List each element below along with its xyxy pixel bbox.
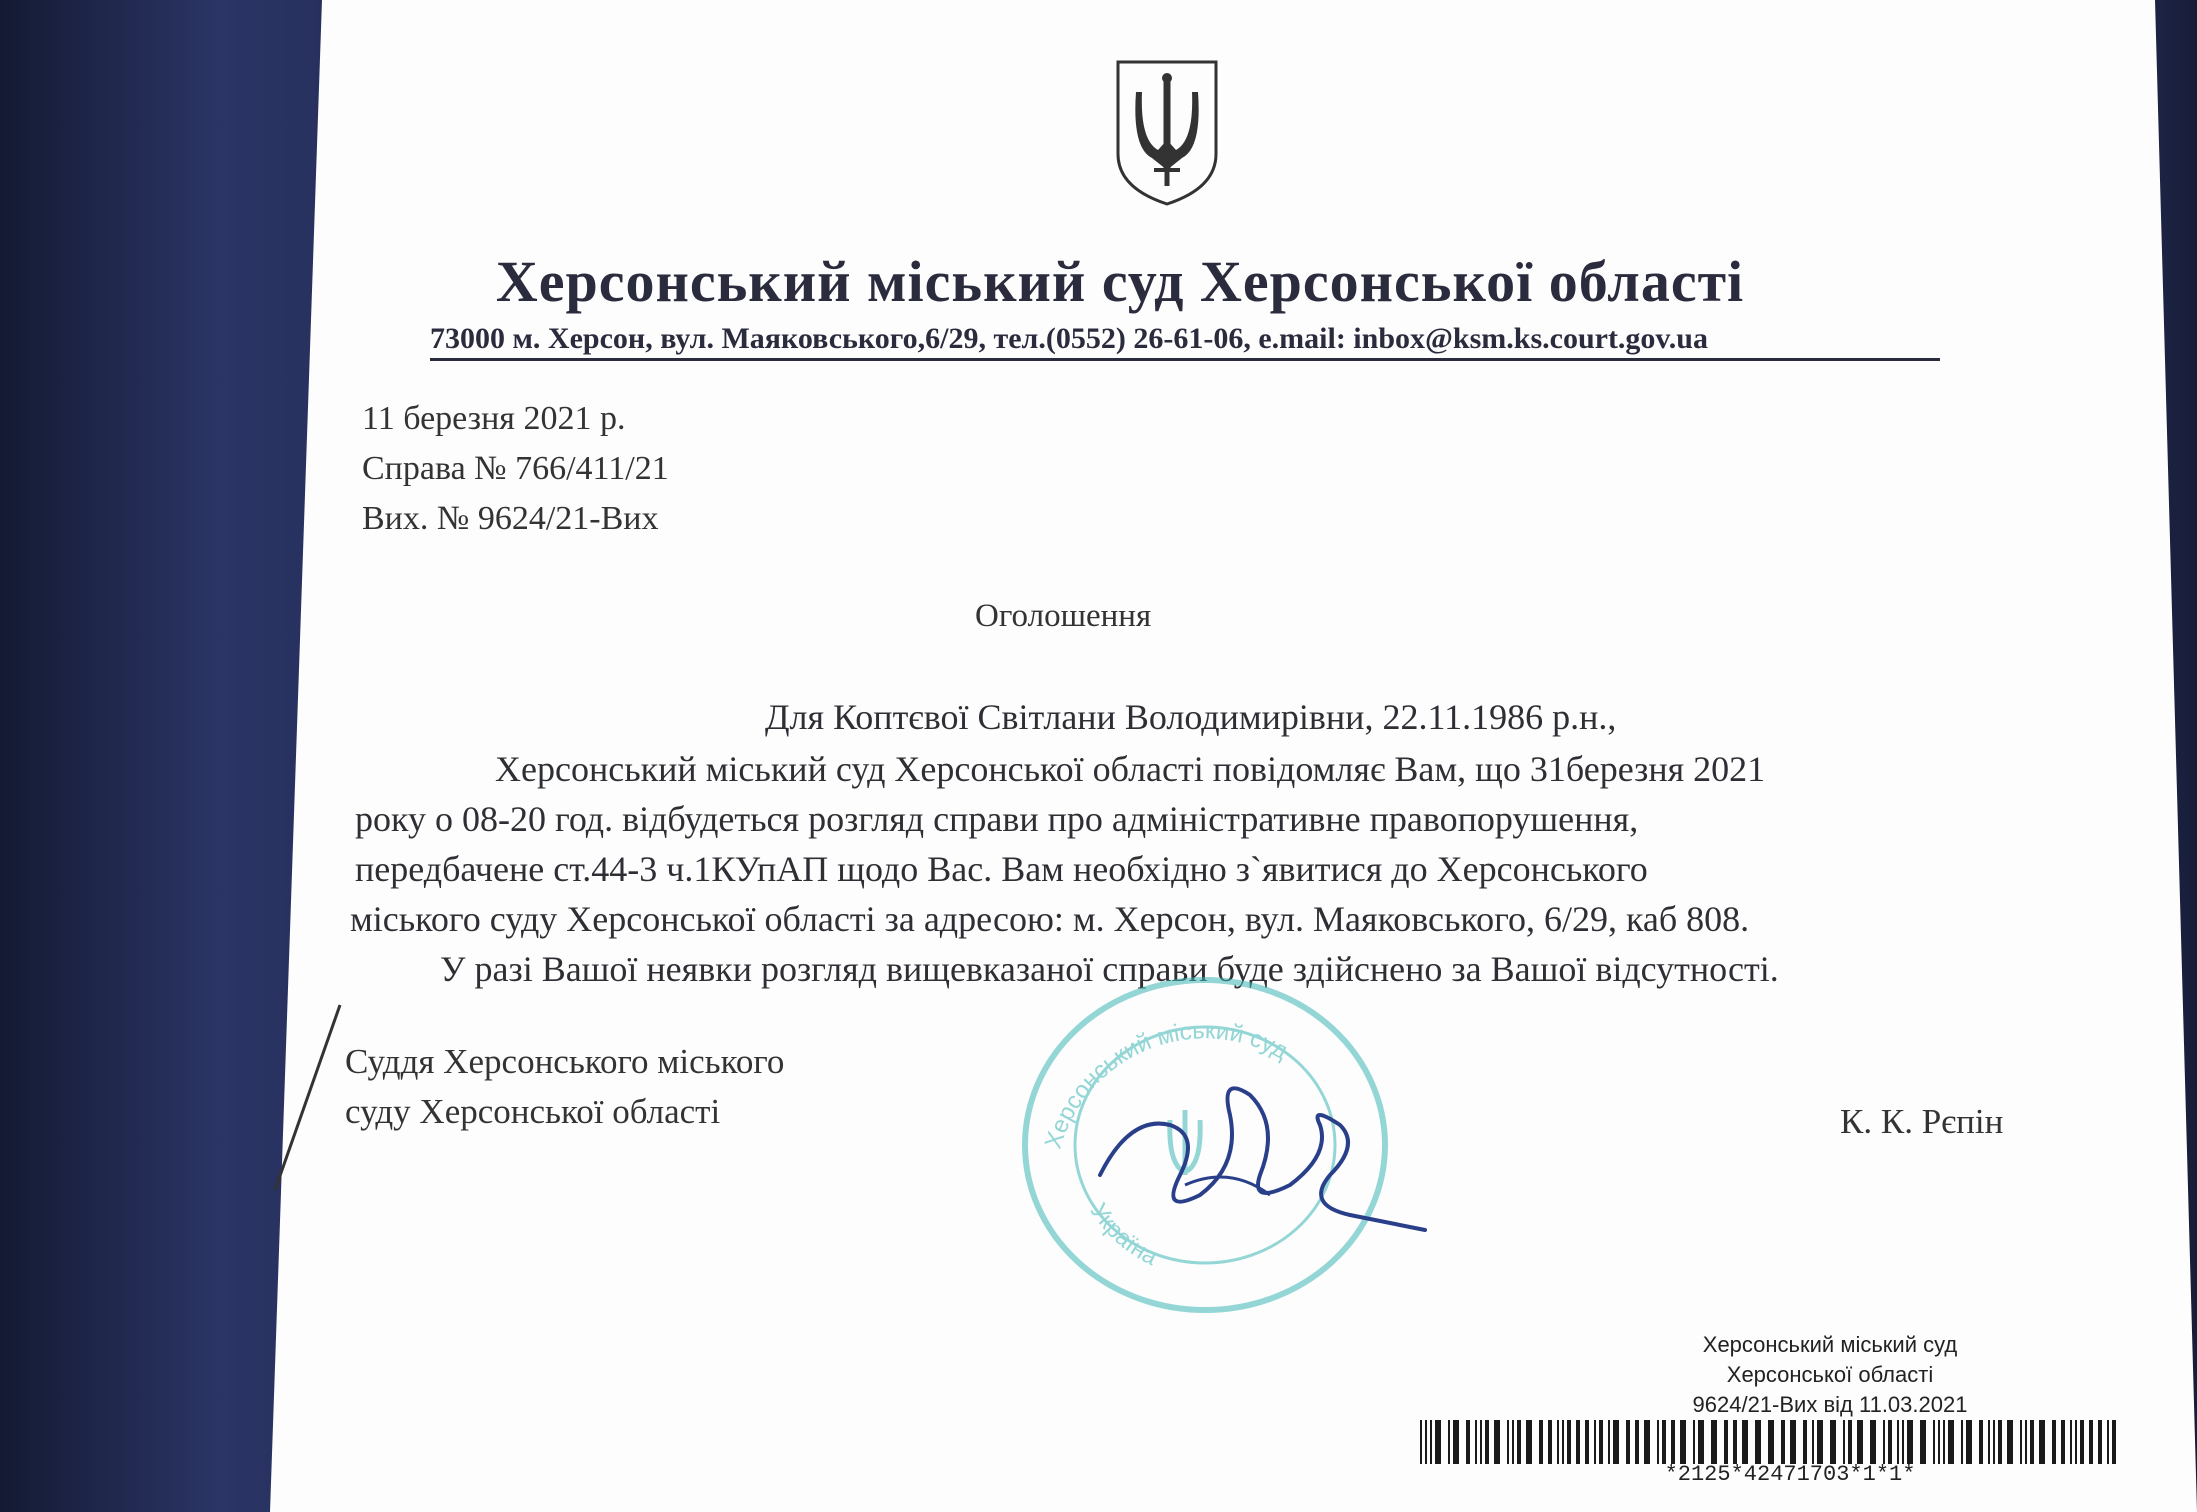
barcode-bar: [1693, 1420, 1695, 1464]
barcode-bar: [1680, 1420, 1686, 1464]
barcode-bar: [1526, 1420, 1532, 1464]
barcode-bar: [1907, 1420, 1913, 1464]
registration-number-date: 9624/21-Вих від 11.03.2021: [1692, 1392, 1968, 1417]
barcode-bar: [2025, 1420, 2027, 1464]
barcode-bar: [1435, 1420, 1441, 1464]
barcode-bar: [1485, 1420, 1489, 1464]
barcode-bar: [1585, 1420, 1589, 1464]
registration-barcode: [1418, 1420, 2118, 1464]
barcode-bar: [1539, 1420, 1543, 1464]
barcode-bar: [1803, 1420, 1807, 1464]
barcode-bar: [1453, 1420, 1459, 1464]
barcode-bar: [1948, 1420, 1954, 1464]
barcode-bar: [1662, 1420, 1666, 1464]
barcode-bar: [1480, 1420, 1482, 1464]
barcode-bar: [1466, 1420, 1470, 1464]
barcode-bar: [1897, 1420, 1899, 1464]
barcode-bar: [2098, 1420, 2102, 1464]
judge-handwritten-signature: [1090, 1055, 1430, 1235]
barcode-bar: [2030, 1420, 2034, 1464]
barcode-bar: [1843, 1420, 1845, 1464]
barcode-bar: [1781, 1420, 1785, 1464]
barcode-bar: [2089, 1420, 2093, 1464]
barcode-bar: [1448, 1420, 1450, 1464]
notice-body-line: року о 08-20 год. відбудеться розгляд справи про адміністративне правопорушення,: [355, 799, 1639, 839]
barcode-bar: [1742, 1420, 1748, 1464]
barcode-bar: [1790, 1420, 1796, 1464]
barcode-bar: [1657, 1420, 1659, 1464]
barcode-bar: [1626, 1420, 1630, 1464]
barcode-bar: [2075, 1420, 2077, 1464]
barcode-bar: [1567, 1420, 1571, 1464]
barcode-bar: [1883, 1420, 1885, 1464]
barcode-bar: [1698, 1420, 1704, 1464]
barcode-bar: [1961, 1420, 1963, 1464]
barcode-bar: [2112, 1420, 2116, 1464]
barcode-bar: [1548, 1420, 1552, 1464]
barcode-bar: [1576, 1420, 1580, 1464]
notice-body-line: передбачене ст.44-3 ч.1КУпАП щодо Вас. Вам необхідно з`явитися до Херсонського: [355, 849, 1648, 889]
barcode-bar: [1768, 1420, 1774, 1464]
judge-role-line: суду Херсонської області: [345, 1092, 721, 1131]
barcode-bar: [1594, 1420, 1596, 1464]
trident-emblem-icon: [1112, 58, 1222, 208]
barcode-bar: [1711, 1420, 1717, 1464]
barcode-bar: [1420, 1420, 1422, 1464]
barcode-bar: [1562, 1420, 1564, 1464]
judge-role-line: Суддя Херсонського міського: [345, 1042, 785, 1081]
barcode-bar: [2039, 1420, 2045, 1464]
barcode-value: *2125*42471703*1*1*: [1664, 1462, 1916, 1487]
barcode-bar: [2107, 1420, 2109, 1464]
barcode-bar: [1425, 1420, 1427, 1464]
barcode-bar: [1755, 1420, 1761, 1464]
barcode-bar: [1475, 1420, 1477, 1464]
barcode-bar: [1733, 1420, 1737, 1464]
barcode-bar: [2080, 1420, 2084, 1464]
barcode-bar: [1512, 1420, 1514, 1464]
registration-stamp: [1570, 1330, 2090, 1420]
barcode-bar: [2020, 1420, 2022, 1464]
registration-court-region: Херсонської області: [1726, 1362, 1934, 1387]
barcode-bar: [1938, 1420, 1940, 1464]
barcode-bar: [1517, 1420, 1521, 1464]
barcode-bar: [1988, 1420, 1990, 1464]
notice-body-line: міського суду Херсонської області за адресою: м. Херсон, вул. Маяковського, 6/29, каб 808.: [350, 899, 1750, 939]
barcode-bar: [1644, 1420, 1650, 1464]
barcode-bar: [1993, 1420, 1995, 1464]
barcode-bar: [1920, 1420, 1926, 1464]
notice-heading: Оголошення: [975, 598, 1152, 634]
document-date: 11 березня 2021 р.: [362, 400, 626, 437]
barcode-bar: [1430, 1420, 1432, 1464]
barcode-bar: [1830, 1420, 1836, 1464]
barcode-bar: [1494, 1420, 1500, 1464]
judge-name: К. К. Рєпін: [1840, 1102, 2004, 1141]
seal-text-top: Херсонський міський суд: [1039, 1017, 1293, 1152]
barcode-bar: [1870, 1420, 1876, 1464]
barcode-bar: [1557, 1420, 1559, 1464]
barcode-bar: [2007, 1420, 2013, 1464]
court-name-heading: Херсонський міський суд Херсонської області: [495, 249, 1745, 314]
barcode-bar: [1888, 1420, 1892, 1464]
barcode-bar: [1671, 1420, 1675, 1464]
barcode-bar: [2070, 1420, 2072, 1464]
barcode-bar: [1635, 1420, 1639, 1464]
barcode-bar: [1979, 1420, 1983, 1464]
barcode-bar: [1857, 1420, 1863, 1464]
barcode-bar: [1817, 1420, 1823, 1464]
court-contact-line: 73000 м. Херсон, вул. Маяковського,6/29, тел.(0552) 26-61-06, e.mail: inbox@ksm.ks.court.gov.ua: [430, 322, 1940, 361]
outgoing-number: Вих. № 9624/21-Вих: [362, 500, 659, 537]
barcode-bar: [2061, 1420, 2065, 1464]
barcode-bar: [1507, 1420, 1509, 1464]
seal-text-bottom: Україна: [1084, 1198, 1162, 1271]
barcode-bar: [1933, 1420, 1935, 1464]
barcode-bar: [1613, 1420, 1619, 1464]
addressee-line: Для Коптєвої Світлани Володимирівни, 22.11.1986 р.н.,: [765, 697, 1617, 737]
barcode-bar: [1998, 1420, 2002, 1464]
barcode-bar: [1943, 1420, 1945, 1464]
case-number: Справа № 766/411/21: [362, 450, 669, 487]
barcode-bar: [1608, 1420, 1610, 1464]
barcode-bar: [2052, 1420, 2056, 1464]
barcode-bar: [1812, 1420, 1814, 1464]
notice-body-line: У разі Вашої неявки розгляд вищевказаної справи буде здійснено за Вашої відсутності.: [440, 949, 1779, 989]
barcode-bar: [1599, 1420, 1603, 1464]
barcode-bar: [1724, 1420, 1728, 1464]
registration-court-name: Херсонський міський суд: [1702, 1332, 1958, 1357]
notice-body-line: Херсонський міський суд Херсонської області повідомляє Вам, що 31березня 2021: [495, 749, 1766, 789]
barcode-bar: [1966, 1420, 1972, 1464]
barcode-bar: [1902, 1420, 1904, 1464]
barcode-bar: [1848, 1420, 1852, 1464]
